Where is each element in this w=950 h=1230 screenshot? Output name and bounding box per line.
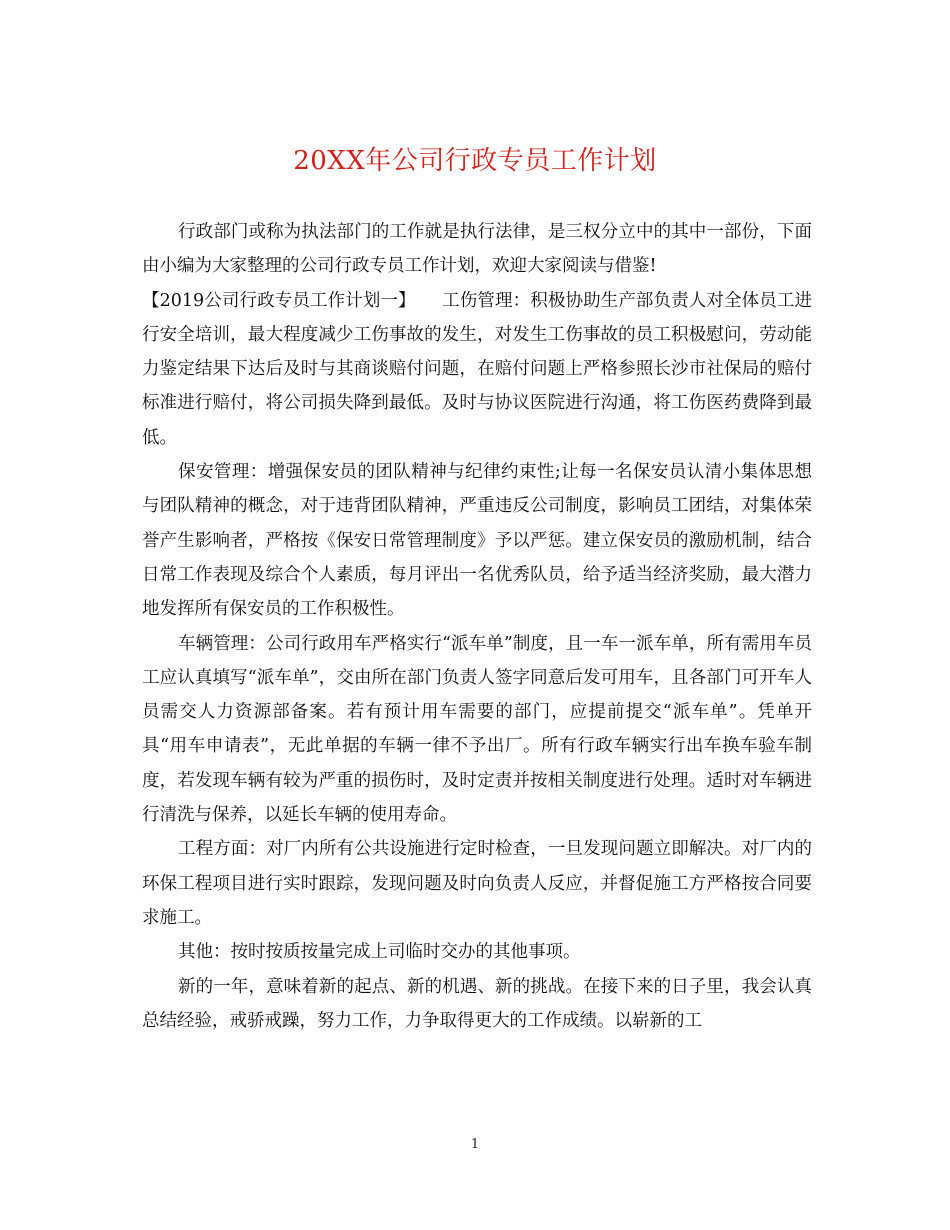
paragraph-vehicle-management: 车辆管理：公司行政用车严格实行“派车单”制度，且一车一派车单，所有需用车员工应认真填写“派车单”，交由所在部门负责人签字同意后发可用车，且各部门可开车人员需交人力资源部备案。若有预计用车需要的部门，应提前提交“派车单”。凭单开具“用车申请表”，无此单据的车辆一律不予出厂。所有行政车辆实行出车换车验车制度，若发现车辆有较为严重的损伤时，及时定责并按相关制度进行处理。适时对车辆进行清洗与保养，以延长车辆的使用寿命。 [142,633,812,826]
document-body [142,215,812,1038]
paragraph-injury-management: 【2019公司行政专员工作计划一】 工伤管理：积极协助生产部负责人对全体员工进行安全培训，最大程度减少工伤事故的发生，对发生工伤事故的员工积极慰问，劳动能力鉴定结果下达后及时与其商谈赔付问题，在赔付问题上严格参照长沙市社保局的赔付标准进行赔付，将公司损失降到最低。及时与协议医院进行沟通，将工伤医药费降到最低。 [142,290,812,448]
document-title: 20XX年公司行政专员工作计划 [293,146,657,176]
page-number: 1 [470,1137,480,1152]
paragraph-engineering: 工程方面：对厂内所有公共设施进行定时检查，一旦发现问题立即解决。对厂内的环保工程项目进行实时跟踪，发现问题及时向负责人反应，并督促施工方严格按合同要求施工。 [142,839,812,928]
paragraph-intro: 行政部门或称为执法部门的工作就是执行法律，是三权分立中的其中一部份，下面由小编为大家整理的公司行政专员工作计划，欢迎大家阅读与借鉴! [142,222,812,277]
paragraph-other: 其他：按时按质按量完成上司临时交办的其他事项。 [178,942,581,963]
paragraph-new-year: 新的一年，意味着新的起点、新的机遇、新的挑战。在接下来的日子里，我会认真总结经验，戒骄戒躁，努力工作，力争取得更大的工作成绩。以崭新的工 [142,976,812,1031]
paragraph-security-management: 保安管理：增强保安员的团队精神与纪律约束性;让每一名保安员认清小集体思想与团队精神的概念，对于违背团队精神，严重违反公司制度，影响员工团结，对集体荣誉产生影响者，严格按《保安日常管理制度》予以严惩。建立保安员的激励机制，结合日常工作表现及综合个人素质，每月评出一名优秀队员，给予适当经济奖励，最大潜力地发挥所有保安员的工作积极性。 [142,462,812,620]
